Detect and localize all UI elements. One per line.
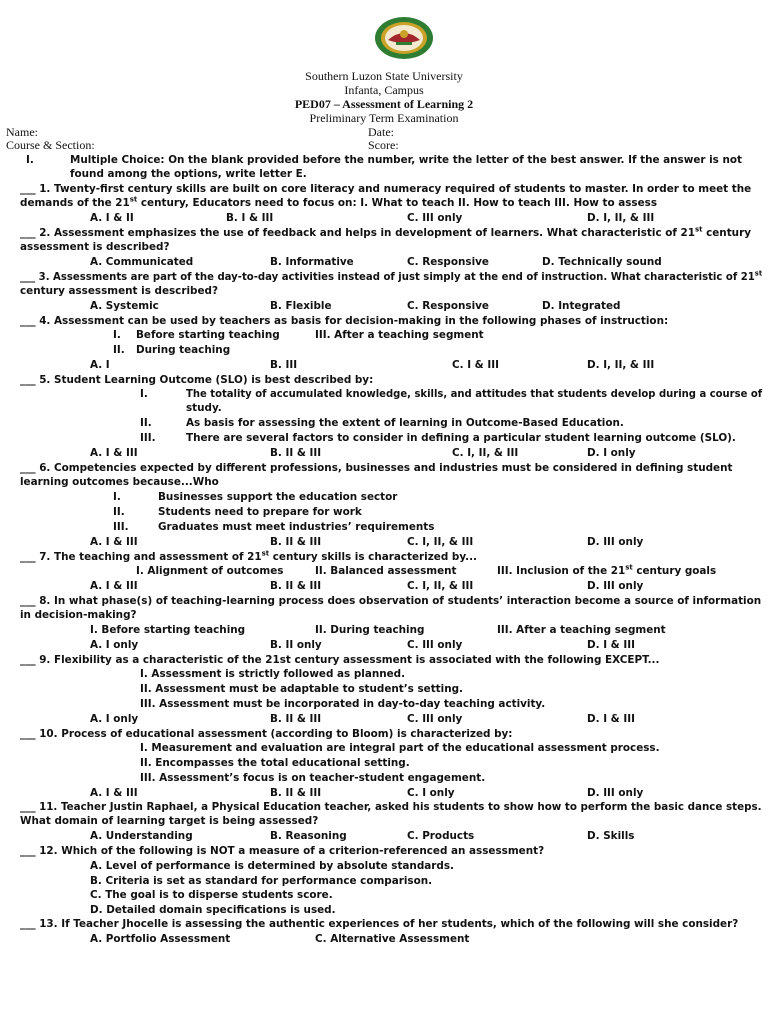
q1-option-a: A. I & II — [90, 212, 134, 224]
q9-item-1: I. Assessment is strictly followed as planned. — [140, 668, 406, 680]
q6-option-d: D. III only — [587, 536, 644, 548]
course-title: PED07 – Assessment of Learning 2 — [294, 97, 474, 111]
q3-option-d: D. Integrated — [542, 300, 621, 312]
q6-item-3: Graduates must meet industries’ requirements — [158, 521, 435, 533]
q4-option-d: D. I, II, & III — [587, 359, 655, 371]
q13-option-c: C. Alternative Assessment — [315, 933, 470, 945]
q7-item-2: II. Balanced assessment — [315, 565, 457, 577]
university-seal-icon — [374, 16, 434, 60]
q10-item-2: II. Encompasses the total educational setting. — [140, 757, 410, 769]
q6-option-c: C. I, II, & III — [407, 536, 474, 548]
q10-item-1: I. Measurement and evaluation are integral part of the educational assessment process. — [140, 742, 660, 754]
q2-option-c: C. Responsive — [407, 256, 489, 268]
q6-item-2-num: II. — [113, 506, 125, 518]
q8-stem-line-1: ___ 8. In what phase(s) of teaching-learning process does observation of students’ interaction become a source of information — [20, 595, 762, 607]
q5-item-2: As basis for assessing the extent of learning in Outcome-Based Education. — [186, 417, 624, 429]
q7-option-b: B. II & III — [270, 580, 322, 592]
q12-option-b: B. Criteria is set as standard for performance comparison. — [90, 875, 433, 887]
q7-option-a: A. I & III — [90, 580, 138, 592]
q6-item-2: Students need to prepare for work — [158, 506, 362, 518]
q7-option-c: C. I, II, & III — [407, 580, 474, 592]
q5-item-3: There are several factors to consider in defining a particular student learning outcome (SLO). — [186, 432, 736, 444]
q8-item-2: II. During teaching — [315, 624, 425, 636]
q4-item-1: Before starting teaching — [136, 329, 280, 341]
exam-title: Preliminary Term Examination — [309, 111, 459, 125]
q10-option-d: D. III only — [587, 787, 644, 799]
date-label: Date: — [368, 125, 394, 139]
q4-option-c: C. I & III — [452, 359, 499, 371]
q6-option-a: A. I & III — [90, 536, 138, 548]
q9-option-c: C. III only — [407, 713, 463, 725]
q5-option-b: B. II & III — [270, 447, 322, 459]
q4-item-1-num: I. — [113, 329, 121, 341]
q5-item-1-line-1: The totality of accumulated knowledge, skills, and attitudes that students develop during a course of — [186, 388, 763, 400]
course-section-label: Course & Section: — [6, 138, 95, 152]
q2-option-d: D. Technically sound — [542, 256, 662, 268]
q13-stem: ___ 13. If Teacher Jhocelle is assessing the authentic experiences of her students, which of the following will she consider? — [20, 918, 739, 930]
q9-option-a: A. I only — [90, 713, 139, 725]
q3-option-b: B. Flexible — [270, 300, 332, 312]
q9-option-d: D. I & III — [587, 713, 635, 725]
instructions-line-2: found among the options, write letter E. — [70, 168, 307, 180]
q2-stem-line-1: ___ 2. Assessment emphasizes the use of feedback and helps in development of learners. What characteristic of 21st century — [20, 225, 751, 239]
score-label: Score: — [368, 138, 399, 152]
q4-item-3: III. After a teaching segment — [315, 329, 484, 341]
q12-stem: ___ 12. Which of the following is NOT a measure of a criterion-referenced an assessment? — [20, 845, 545, 857]
q6-item-1-num: I. — [113, 491, 121, 503]
q6-option-b: B. II & III — [270, 536, 322, 548]
q9-stem: ___ 9. Flexibility as a characteristic of the 21st century assessment is associated with the following EXCEPT... — [20, 654, 660, 666]
q11-option-b: B. Reasoning — [270, 830, 347, 842]
q3-stem-line-2: century assessment is described? — [20, 285, 218, 297]
q4-option-b: B. III — [270, 359, 298, 371]
q5-option-c: C. I, II, & III — [452, 447, 519, 459]
q5-item-1-line-2: study. — [186, 402, 222, 414]
q11-option-a: A. Understanding — [90, 830, 193, 842]
q3-stem-line-1: ___ 3. Assessments are part of the day-to-day activities instead of just simply at the end of instruction. What characteristic of 21st — [20, 269, 763, 283]
q8-option-c: C. III only — [407, 639, 463, 651]
q10-option-c: C. I only — [407, 787, 455, 799]
q4-item-2-num: II. — [113, 344, 125, 356]
q11-stem-line-1: ___ 11. Teacher Justin Raphael, a Physical Education teacher, asked his students to show how to perform the basic dance steps. — [20, 801, 762, 813]
q5-item-3-num: III. — [140, 432, 156, 444]
q6-stem-line-2: learning outcomes because...Who — [20, 476, 219, 488]
q1-option-d: D. I, II, & III — [587, 212, 655, 224]
q8-stem-line-2: in decision-making? — [20, 609, 137, 621]
q5-option-d: D. I only — [587, 447, 636, 459]
q8-option-b: B. II only — [270, 639, 322, 651]
q5-item-1-num: I. — [140, 388, 148, 400]
name-label: Name: — [6, 125, 38, 139]
q11-stem-line-2: What domain of learning target is being assessed? — [20, 815, 319, 827]
q1-stem-line-2: demands of the 21st century, Educators need to focus on: I. What to teach II. How to teach III. How to assess — [20, 195, 658, 209]
q2-option-b: B. Informative — [270, 256, 354, 268]
q12-option-c: C. The goal is to disperse students score. — [90, 889, 333, 901]
q4-item-2: During teaching — [136, 344, 231, 356]
q4-option-a: A. I — [90, 359, 110, 371]
q13-option-a: A. Portfolio Assessment — [90, 933, 231, 945]
section-numeral: I. — [26, 154, 34, 166]
q8-option-d: D. I & III — [587, 639, 635, 651]
q7-item-1: I. Alignment of outcomes — [136, 565, 284, 577]
q10-option-b: B. II & III — [270, 787, 322, 799]
q7-option-d: D. III only — [587, 580, 644, 592]
q12-option-d: D. Detailed domain specifications is used. — [90, 904, 336, 916]
q12-option-a: A. Level of performance is determined by absolute standards. — [90, 860, 454, 872]
q4-stem: ___ 4. Assessment can be used by teachers as basis for decision-making in the following phases of instruction: — [20, 315, 669, 327]
q8-item-1: I. Before starting teaching — [90, 624, 246, 636]
q8-item-3: III. After a teaching segment — [497, 624, 666, 636]
q9-item-2: II. Assessment must be adaptable to student’s setting. — [140, 683, 463, 695]
q11-option-d: D. Skills — [587, 830, 635, 842]
q10-item-3: III. Assessment’s focus is on teacher-student engagement. — [140, 772, 486, 784]
q5-stem: ___ 5. Student Learning Outcome (SLO) is best described by: — [20, 374, 374, 386]
campus-name: Infanta, Campus — [344, 83, 424, 97]
q5-item-2-num: II. — [140, 417, 152, 429]
university-name: Southern Luzon State University — [305, 69, 463, 83]
q7-item-3: III. Inclusion of the 21st century goals — [497, 563, 717, 577]
q10-stem: ___ 10. Process of educational assessment (according to Bloom) is characterized by: — [20, 728, 513, 740]
q5-option-a: A. I & III — [90, 447, 138, 459]
q2-stem-line-2: assessment is described? — [20, 241, 170, 253]
q8-option-a: A. I only — [90, 639, 139, 651]
q9-option-b: B. II & III — [270, 713, 322, 725]
q1-option-c: C. III only — [407, 212, 463, 224]
q6-item-1: Businesses support the education sector — [158, 491, 398, 503]
q7-stem: ___ 7. The teaching and assessment of 21st century skills is characterized by... — [20, 549, 477, 563]
q3-option-a: A. Systemic — [90, 300, 159, 312]
q1-stem-line-1: ___ 1. Twenty-first century skills are built on core literacy and numeracy required of students to master. In order to meet the — [20, 183, 752, 195]
q9-item-3: III. Assessment must be incorporated in day-to-day teaching activity. — [140, 698, 546, 710]
q1-option-b: B. I & III — [226, 212, 274, 224]
q6-item-3-num: III. — [113, 521, 129, 533]
q10-option-a: A. I & III — [90, 787, 138, 799]
q6-stem-line-1: ___ 6. Competencies expected by different professions, businesses and industries must be considered in defining student — [20, 462, 733, 474]
instructions-line-1: Multiple Choice: On the blank provided before the number, write the letter of the best answer. If the answer is not — [70, 154, 742, 166]
q3-option-c: C. Responsive — [407, 300, 489, 312]
q2-option-a: A. Communicated — [90, 256, 194, 268]
q11-option-c: C. Products — [407, 830, 475, 842]
